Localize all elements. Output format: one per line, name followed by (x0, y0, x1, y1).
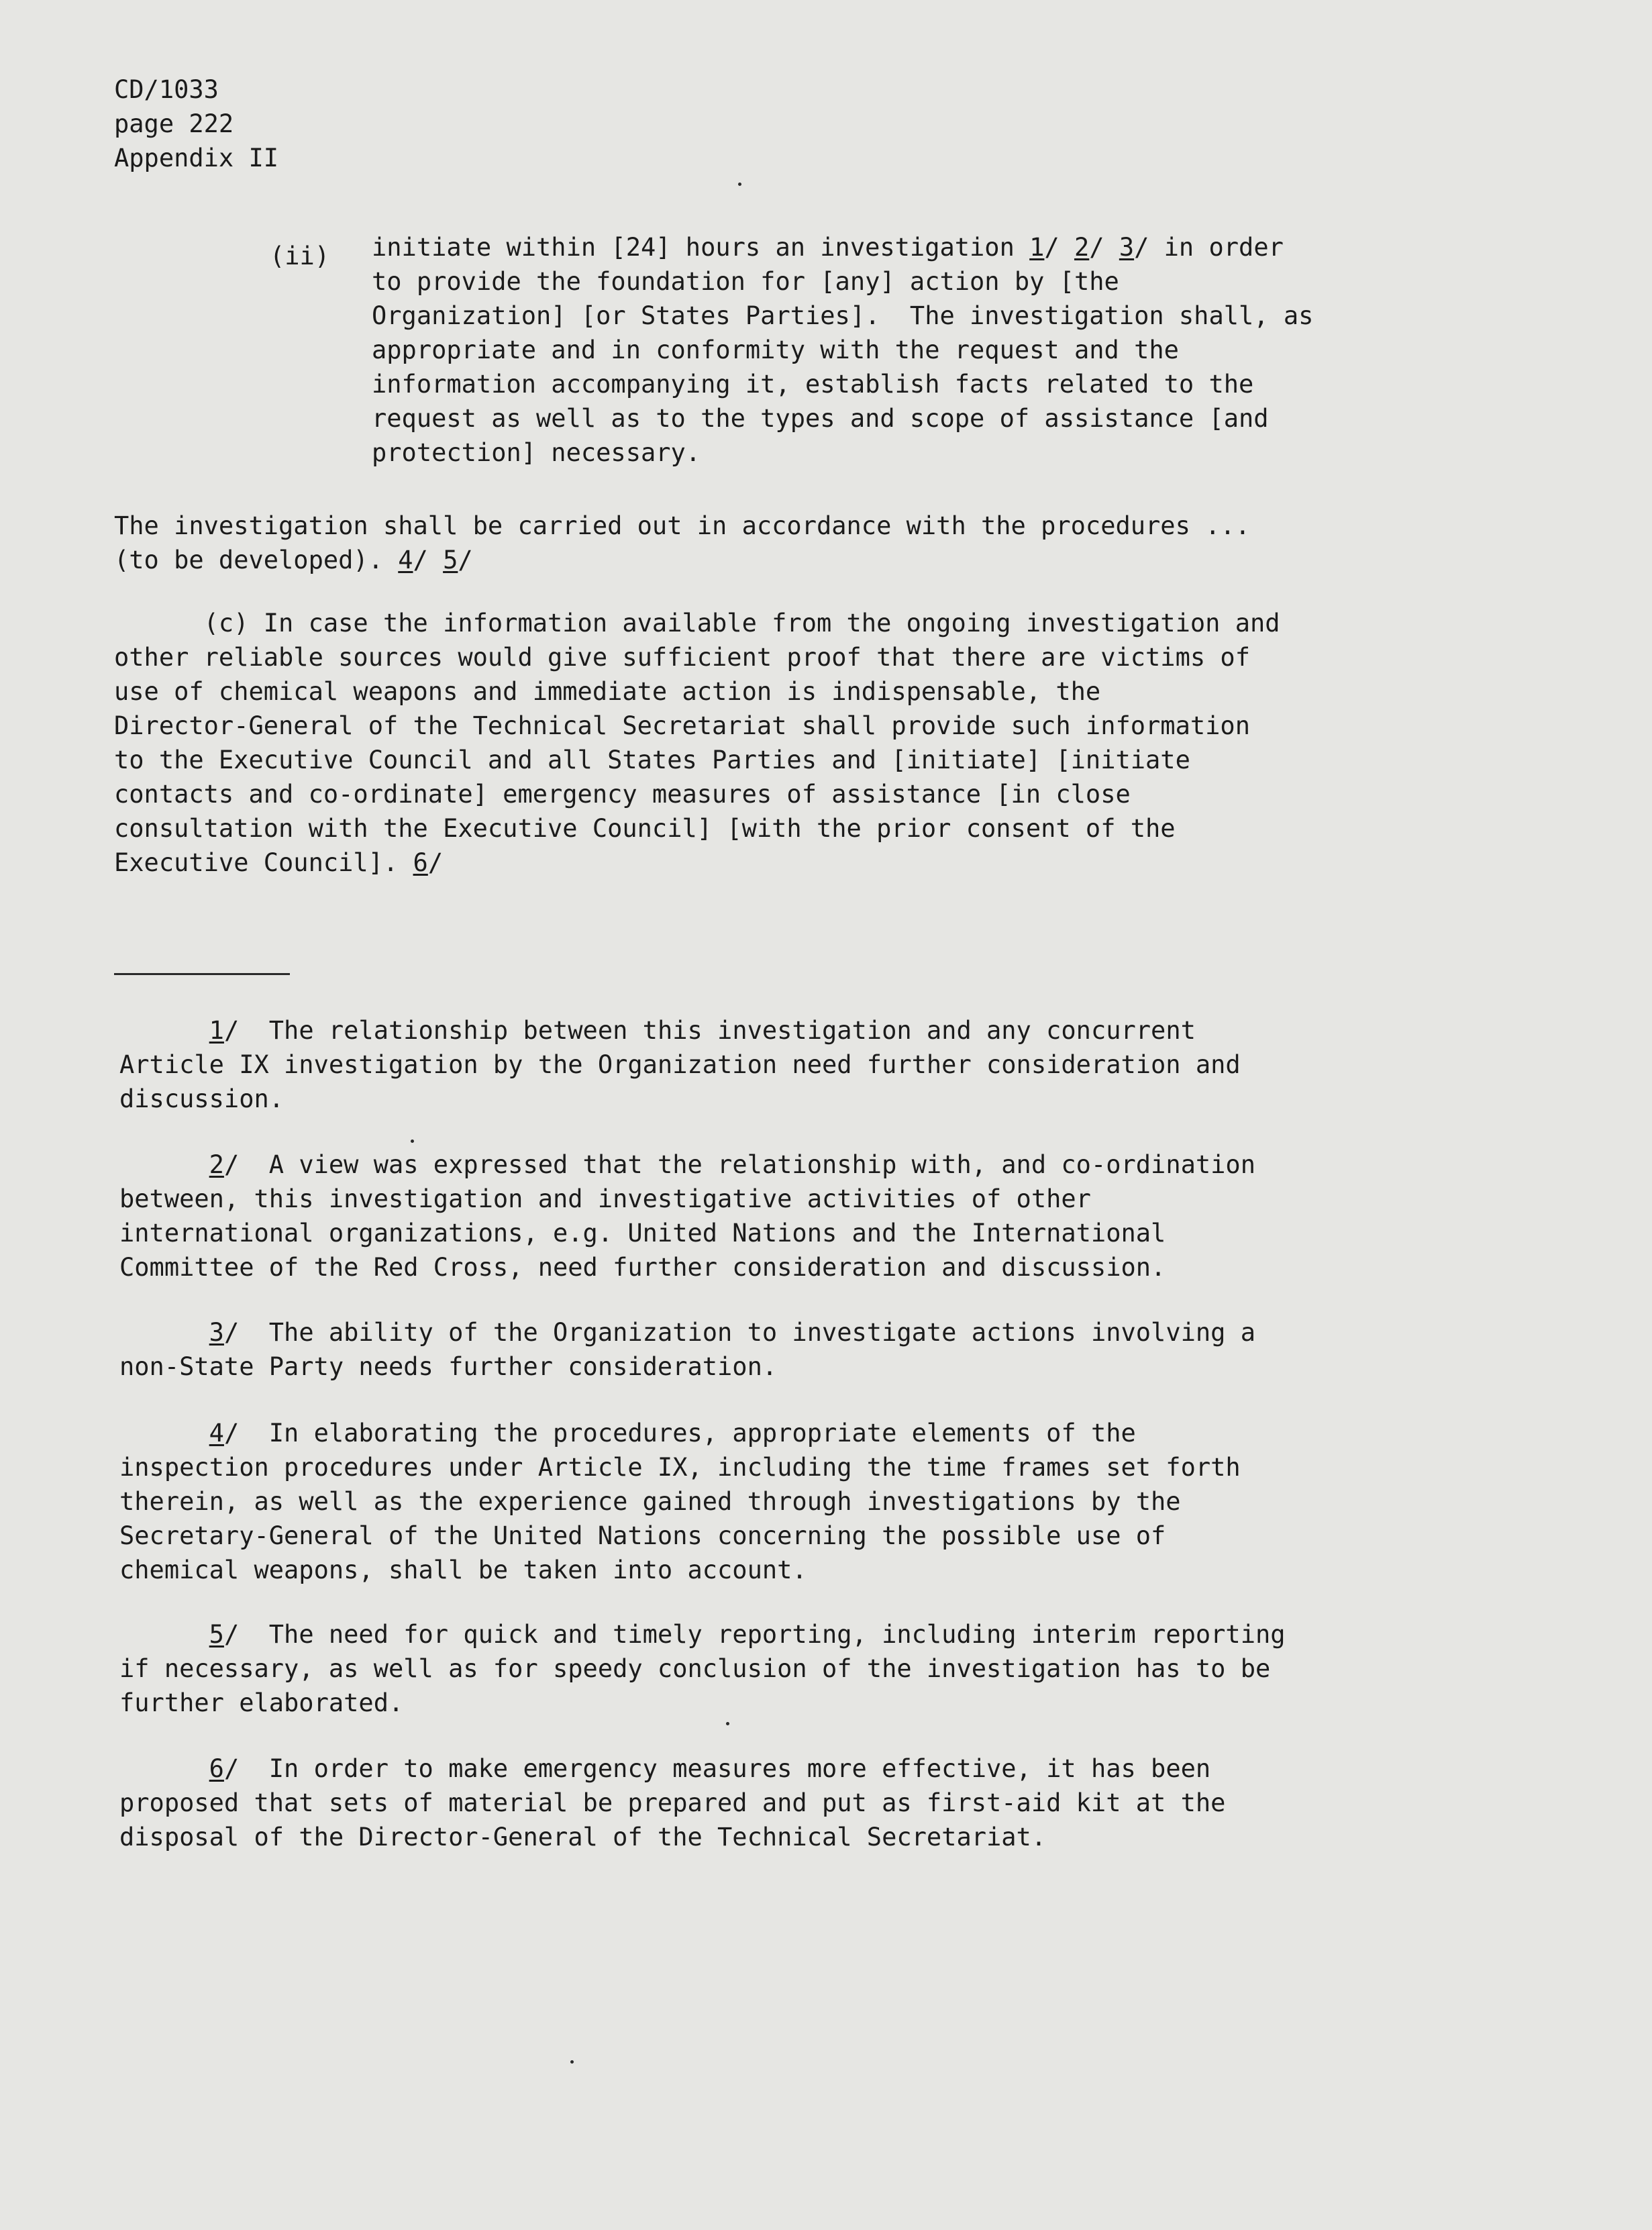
footnote-text: The ability of the Organization to investigate actions involving a (268, 1318, 1255, 1347)
speck-mark (570, 2060, 574, 2064)
footnote-line: proposed that sets of material be prepared and put as first-aid kit at the (119, 1788, 1226, 1817)
page-number: page 222 (114, 109, 234, 138)
paragraph-c-line: to the Executive Council and all States Parties and [initiate] [initiate (114, 746, 1190, 774)
document-header (114, 72, 278, 175)
footnote-line: Committee of the Red Cross, need further consideration and discussion. (119, 1253, 1166, 1282)
document-code: CD/1033 (114, 75, 219, 104)
paragraph-c-line (114, 846, 1280, 880)
footnote-line: inspection procedures under Article IX, including the time frames set forth (119, 1453, 1241, 1482)
item-ii-text (372, 230, 1313, 470)
paragraph-c-line: contacts and co-ordinate] emergency measures of assistance [in close (114, 780, 1131, 809)
footnote-ref-slash: / (427, 848, 444, 877)
item-ii-marker: (ii) (270, 242, 330, 270)
footnote-6 (119, 1752, 1225, 1854)
footnote-5 (119, 1617, 1286, 1720)
footnote-number: 4 (209, 1419, 224, 1448)
investigation-paragraph (114, 509, 1250, 577)
footnote-ref-4: 4 (398, 546, 413, 574)
footnote-number: 1 (209, 1016, 224, 1045)
footnote-ref-3: 3 (1119, 233, 1135, 262)
footnote-line: therein, as well as the experience gained through investigations by the (119, 1487, 1181, 1516)
paragraph-c-line: (c) In case the information available from the ongoing investigation and (114, 609, 1280, 638)
footnote-line: further elaborated. (119, 1688, 404, 1717)
footnote-ref-2: 2 (1074, 233, 1090, 262)
footnote-ref-slash: / (1044, 233, 1074, 262)
investigation-line (114, 543, 1250, 577)
footnote-ref-slash: / (1089, 233, 1119, 262)
footnote-text: A view was expressed that the relationship with, and co-ordination (268, 1150, 1255, 1179)
footnote-first-line: 5/ The need for quick and timely reporting, including interim reporting (209, 1620, 1286, 1649)
footnote-3 (119, 1315, 1255, 1384)
footnote-number: 6 (209, 1754, 224, 1783)
footnote-first-line: 3/ The ability of the Organization to investigate actions involving a (209, 1318, 1255, 1347)
footnote-1 (119, 1013, 1241, 1116)
paragraph-c-line: consultation with the Executive Council] [with the prior consent of the (114, 814, 1176, 843)
footnote-first-line: 1/ The relationship between this investigation and any concurrent (209, 1016, 1196, 1045)
speck-mark (411, 1139, 414, 1143)
footnote-4 (119, 1416, 1241, 1587)
footnote-ref-5: 5 (443, 546, 458, 574)
footnote-line: if necessary, as well as for speedy conclusion of the investigation has to be (119, 1654, 1271, 1683)
footnote-number: 2 (209, 1150, 224, 1179)
footnote-ref-slash: / (458, 546, 473, 574)
footnote-number: 3 (209, 1318, 224, 1347)
footnote-first-line: 4/ In elaborating the procedures, appropriate elements of the (209, 1419, 1136, 1448)
footnote-ref-slash: / (413, 546, 444, 574)
footnote-ref-1: 1 (1029, 233, 1045, 262)
footnote-text: The need for quick and timely reporting, including interim reporting (268, 1620, 1286, 1649)
footnote-line: international organizations, e.g. United Nations and the International (119, 1219, 1166, 1248)
footnote-line: chemical weapons, shall be taken into account. (119, 1556, 807, 1584)
paragraph-c (114, 606, 1280, 880)
footnote-text: The relationship between this investigation and any concurrent (268, 1016, 1196, 1045)
footnote-separator-rule (114, 973, 290, 975)
footnote-line: Article IX investigation by the Organization need further consideration and (119, 1050, 1241, 1079)
item-ii-line: protection] necessary. (372, 438, 701, 467)
paragraph-c-line: Director-General of the Technical Secretariat shall provide such information (114, 711, 1250, 740)
footnote-line: discussion. (119, 1084, 285, 1113)
item-ii-line (372, 230, 1313, 264)
investigation-line: The investigation shall be carried out in accordance with the procedures ... (114, 511, 1250, 540)
paragraph-c-line: other reliable sources would give sufficient proof that there are victims of (114, 643, 1250, 672)
footnote-number: 5 (209, 1620, 224, 1649)
paragraph-c-line-text: Executive Council]. (114, 848, 413, 877)
footnote-first-line: 6/ In order to make emergency measures more effective, it has been (209, 1754, 1211, 1783)
footnote-line: non-State Party needs further consideration. (119, 1352, 778, 1381)
item-ii-line: request as well as to the types and scope of assistance [and (372, 404, 1269, 433)
footnote-text: In order to make emergency measures more effective, it has been (268, 1754, 1211, 1783)
footnote-first-line: 2/ A view was expressed that the relationship with, and co-ordination (209, 1150, 1255, 1179)
speck-mark (738, 183, 741, 186)
footnote-2 (119, 1148, 1255, 1284)
item-ii-line: information accompanying it, establish facts related to the (372, 370, 1254, 399)
footnote-line: disposal of the Director-General of the Technical Secretariat. (119, 1823, 1047, 1852)
footnote-line: between, this investigation and investigative activities of other (119, 1184, 1091, 1213)
investigation-line-text: (to be developed). (114, 546, 399, 574)
appendix-label: Appendix II (114, 144, 279, 172)
speck-mark (726, 1722, 729, 1725)
paragraph-c-line: use of chemical weapons and immediate action is indispensable, the (114, 677, 1101, 706)
footnote-text: In elaborating the procedures, appropriate elements of the (268, 1419, 1136, 1448)
item-ii-line-text: / in order (1134, 233, 1284, 262)
footnote-line: Secretary-General of the United Nations concerning the possible use of (119, 1521, 1166, 1550)
item-ii-line: appropriate and in conformity with the request and the (372, 336, 1179, 364)
footnote-ref-6: 6 (413, 848, 428, 877)
item-ii-line-text: initiate within [24] hours an investigation (372, 233, 1030, 262)
item-ii-line: to provide the foundation for [any] action by [the (372, 267, 1119, 296)
item-ii-line: Organization] [or States Parties]. The investigation shall, as (372, 301, 1314, 330)
